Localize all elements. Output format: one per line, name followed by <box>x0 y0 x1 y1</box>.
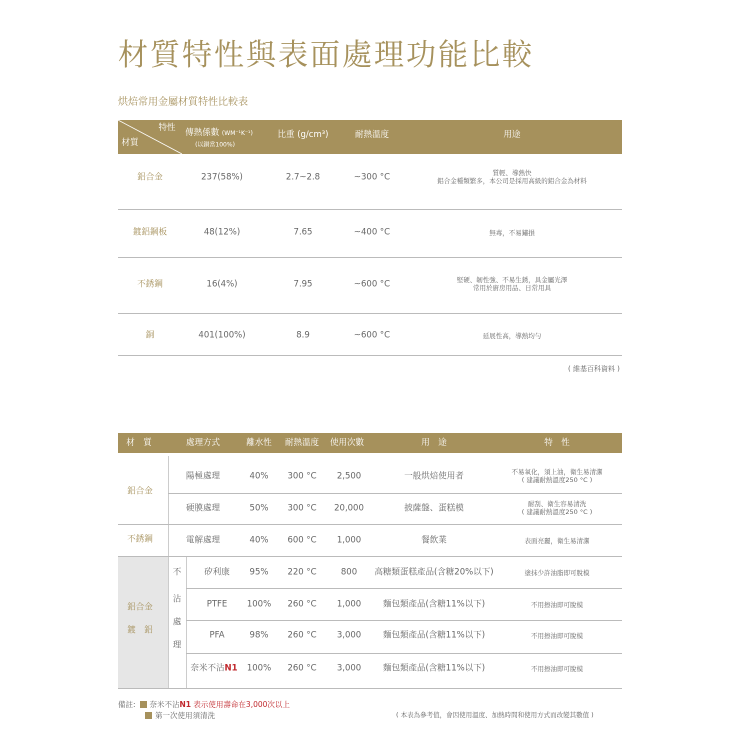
table1-row-density: 2.7~2.8 <box>285 172 321 183</box>
header-density: 比重 (g/cm³) <box>277 129 329 140</box>
footer-disclaimer: ( 本表為參考值，會因使用溫度、加熱時間和使用方式而改變其數值 ) <box>396 711 594 719</box>
header-heat: 耐熱溫度 <box>284 437 320 448</box>
row-divider <box>118 257 622 258</box>
square-bullet-icon <box>140 701 147 708</box>
table2-row-heat: 260 °C <box>287 599 317 610</box>
table1-row-use: 質輕、導熱快 鋁合金種類繁多，本公司是採用高級的鋁合金為材料 <box>437 168 587 185</box>
footer-label: 備註: <box>118 700 136 709</box>
footer-note-1: 備註: 奈米不沾N1 表示使用壽命在3,000次以上 <box>118 700 290 709</box>
table2-row-property: 表面亮麗，衛生易清潔 <box>524 536 590 545</box>
table2-row-cycles: 3,000 <box>336 630 362 641</box>
row-divider <box>118 556 622 557</box>
table1-row-use: 堅硬、韌性強、不易生銹，具金屬光澤 常用於廚房用品、日常用具 <box>456 275 568 292</box>
table1-row-material: 鍍鋁鋼板 <box>132 227 168 238</box>
header-corner-top: 特性 <box>158 122 176 133</box>
row-divider <box>168 493 622 494</box>
group-aluminized-bg <box>118 556 168 688</box>
table2-row-water: 100% <box>246 663 272 674</box>
row-divider <box>186 620 622 621</box>
table2-row-water: 40% <box>249 535 269 546</box>
table2-row-use: 餐飲業 <box>421 535 447 546</box>
nonstick-char: 不 <box>172 567 182 578</box>
header-corner-bottom: 材質 <box>121 137 139 148</box>
table1-row-material: 不銹鋼 <box>137 279 163 290</box>
table1-row-conductivity: 48(12%) <box>203 227 241 238</box>
table2-row-property: 不用擦油即可脫模 <box>531 631 583 640</box>
table1-row-material: 鋁合金 <box>137 172 163 183</box>
table2-row-heat: 300 °C <box>287 503 317 514</box>
header-material: 材 質 <box>126 437 152 448</box>
header-use: 用 途 <box>421 437 447 448</box>
group-aluminized-1: 鋁合金 <box>127 602 153 613</box>
table2-row-property: 不用擦油即可脫模 <box>531 600 583 609</box>
group-aluminum: 鋁合金 <box>127 486 153 497</box>
table1-row-use: 無毒，不易鏽損 <box>489 228 535 237</box>
row-divider <box>118 524 622 525</box>
row-divider <box>118 313 622 314</box>
table2-row-use: 一般烘焙使用者 <box>404 471 464 482</box>
row-divider <box>118 209 622 210</box>
table2-row-use: 麵包類產品(含糖11%以下) <box>382 599 486 610</box>
table2-row-water: 100% <box>246 599 272 610</box>
page-title: 材質特性與表面處理功能比較 <box>118 38 534 73</box>
header-cycles: 使用次數 <box>329 437 365 448</box>
table1-row-heat: ~600 °C <box>353 279 391 290</box>
square-bullet-icon <box>145 712 152 719</box>
table1-row-use: 延展性高，導熱均勻 <box>482 331 542 340</box>
table1-row-density: 7.65 <box>293 227 313 238</box>
table2-row-use: 高糖類蛋糕產品(含糖20%以下) <box>374 567 494 578</box>
table2-row-cycles: 1,000 <box>336 599 362 610</box>
table1-row-conductivity: 16(4%) <box>206 279 238 290</box>
table1-row-heat: ~400 °C <box>353 227 391 238</box>
table2-row-heat: 260 °C <box>287 663 317 674</box>
table2-row-cycles: 1,000 <box>336 535 362 546</box>
header-water: 離水性 <box>246 437 272 448</box>
row-divider <box>186 588 622 589</box>
table1-row-heat: ~300 °C <box>353 172 391 183</box>
row-divider <box>118 688 622 689</box>
table2-row-process: 陽極處理 <box>185 471 221 482</box>
table2-row-cycles: 20,000 <box>334 503 364 514</box>
row-divider <box>118 355 622 356</box>
table2-row-cycles: 800 <box>340 567 358 578</box>
table2-row-heat: 600 °C <box>287 535 317 546</box>
table2-row-property: 不用擦油即可脫模 <box>531 664 583 673</box>
column-divider <box>168 456 169 688</box>
header-use: 用途 <box>503 129 521 140</box>
table2-row-use: 麵包類產品(含糖11%以下) <box>382 663 486 674</box>
nonstick-char: 處 <box>172 617 182 628</box>
table1-row-conductivity: 237(58%) <box>201 172 243 183</box>
table1-row-heat: ~600 °C <box>353 330 391 341</box>
source-note: ( 維基百科資料 ) <box>568 365 620 373</box>
table2-row-water: 50% <box>249 503 269 514</box>
table2-row-cycles: 2,500 <box>336 471 362 482</box>
table2-row-heat: 300 °C <box>287 471 317 482</box>
row-divider <box>186 653 622 654</box>
table2-row-process: PTFE <box>206 599 228 610</box>
table1-row-density: 7.95 <box>293 279 313 290</box>
table2-row-property: 塗抹少許油脂即可脫模 <box>524 568 590 577</box>
group-stainless: 不銹鋼 <box>127 534 153 545</box>
table2-row-process: 矽利康 <box>204 567 230 578</box>
table2-row-water: 98% <box>249 630 269 641</box>
table2-row-use: 披薩盤、蛋糕模 <box>404 503 464 514</box>
page-subtitle: 烘焙常用金屬材質特性比較表 <box>118 97 248 108</box>
nonstick-char: 理 <box>172 640 182 651</box>
header-heat: 耐熱溫度 <box>354 129 390 140</box>
header-process: 處理方式 <box>185 437 221 448</box>
header-conductivity-note: (以銅當100%) <box>195 141 235 149</box>
table1-row-material: 銅 <box>145 330 155 341</box>
table2-row-water: 95% <box>249 567 269 578</box>
table2-row-water: 40% <box>249 471 269 482</box>
header-property: 特 性 <box>544 437 570 448</box>
table1-row-density: 8.9 <box>296 330 310 341</box>
nonstick-char: 沾 <box>172 594 182 605</box>
group-aluminized-2: 鍍 鋁 <box>127 625 153 636</box>
table2-row-cycles: 3,000 <box>336 663 362 674</box>
table2-row-property: 耐刮、衛生容易清洗 ( 建議耐熱溫度250 °C ) <box>521 499 593 516</box>
table2-row-process: 電解處理 <box>185 535 221 546</box>
table2-row-heat: 260 °C <box>287 630 317 641</box>
column-divider <box>186 556 187 688</box>
table2-row-use: 麵包類產品(含糖11%以下) <box>382 630 486 641</box>
table2-row-process: 奈米不沾N1 <box>190 663 238 674</box>
table2-row-heat: 220 °C <box>287 567 317 578</box>
table1-row-conductivity: 401(100%) <box>198 330 246 341</box>
table2-row-process: 硬膜處理 <box>185 503 221 514</box>
table2-row-property: 不易氧化，須上油，衛生易清潔 ( 建議耐熱溫度250 °C ) <box>511 467 603 484</box>
footer-note-2: 第一次使用須清洗 <box>141 710 215 721</box>
header-conductivity: 傳熱係數 (WM⁻¹K⁻¹) <box>185 127 253 138</box>
table2-row-process: PFA <box>209 630 225 641</box>
